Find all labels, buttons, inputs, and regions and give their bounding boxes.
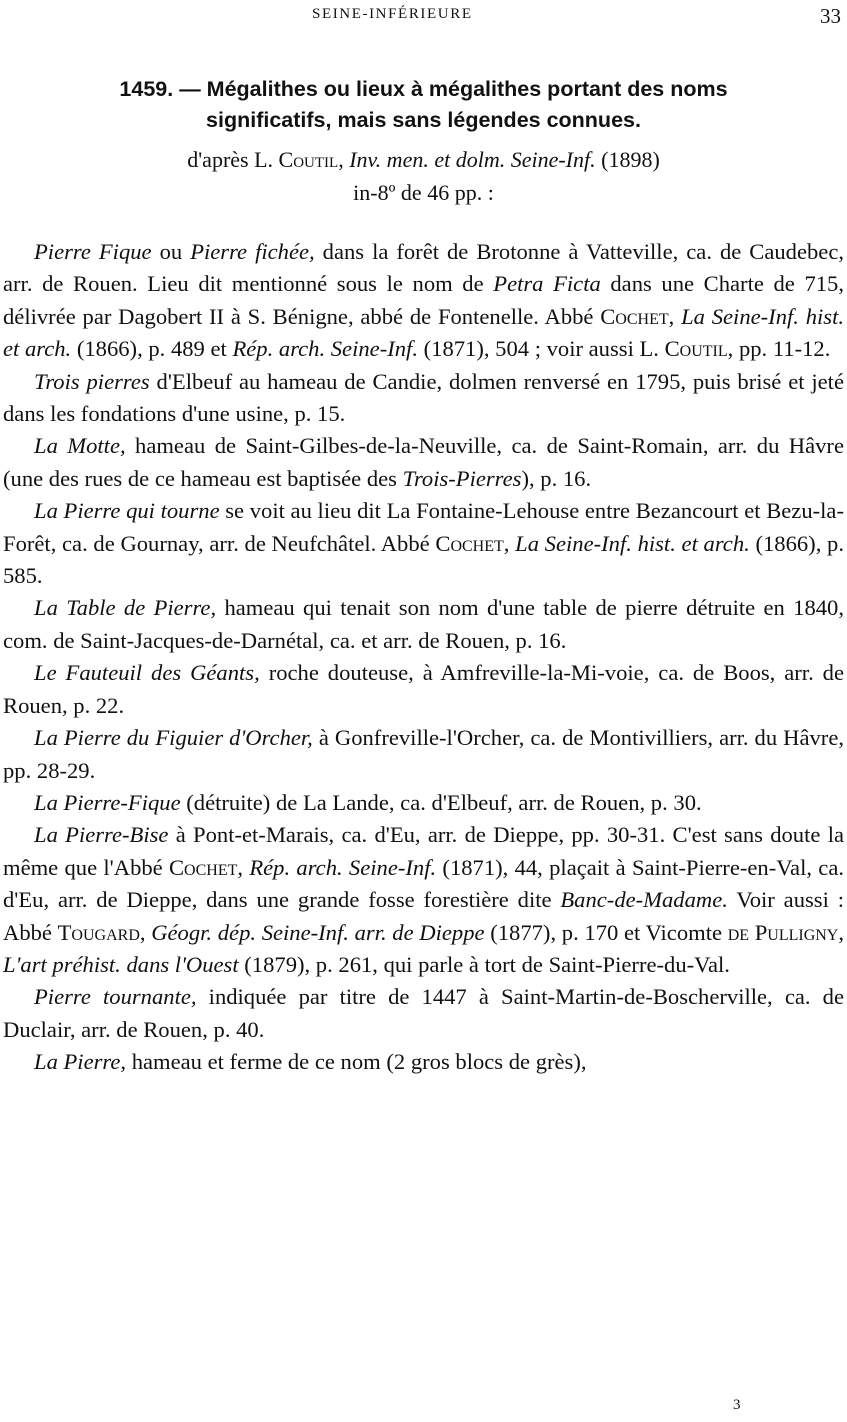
entry-term: Petra Ficta bbox=[493, 271, 601, 297]
section-heading bbox=[0, 74, 847, 136]
entries-body bbox=[3, 236, 844, 1079]
entry-pierre-bise bbox=[3, 819, 844, 981]
entry-work: L'art préhist. dans l'Ouest bbox=[3, 951, 239, 977]
entry-term: Banc-de-Madame. bbox=[560, 887, 728, 913]
entry-text: ), p. 16. bbox=[521, 465, 592, 491]
source-prefix: d'après L. bbox=[187, 147, 279, 172]
entry-pierre-fique-la-lande bbox=[3, 787, 844, 819]
entry-text: , pp. 11-12. bbox=[727, 336, 831, 362]
entry-work: La Seine-Inf. hist. et arch. bbox=[515, 530, 750, 556]
entry-author: Coutil bbox=[664, 336, 728, 362]
entry-text: hameau qui tenait son nom d'une table de pierre détruite en 1840, com. de Saint-Jacques-de-Darnétal, ca. et arr. de Rouen, p. 16. bbox=[3, 595, 844, 653]
entry-author: Cochet bbox=[435, 530, 504, 556]
entry-work: Géogr. dép. Seine-Inf. arr. de Dieppe bbox=[151, 919, 485, 945]
entry-term: La Pierre du Figuier d'Orcher, bbox=[34, 725, 313, 751]
page-number: 33 bbox=[820, 4, 841, 28]
source-sep: , bbox=[338, 147, 350, 172]
running-head bbox=[0, 4, 847, 28]
entry-text: , bbox=[237, 854, 250, 880]
entry-text: (1866), p. 585. bbox=[3, 530, 844, 589]
source-line-1 bbox=[0, 143, 847, 176]
entry-text: se voit au lieu dit La Fontaine-Lehouse entre Bezancourt et Bezu-la-Forêt, ca. de Gournay, arr. de Neufchâtel. Abbé bbox=[3, 498, 844, 556]
entry-text: dans la forêt de Brotonne à Vatteville, ca. de Caudebec, arr. de Rouen. Lieu dit mentionné sous le nom de bbox=[3, 239, 845, 297]
entry-term: Pierre tournante, bbox=[34, 984, 197, 1010]
entry-pierre-qui-tourne bbox=[3, 495, 844, 592]
source-year: (1898) bbox=[595, 147, 660, 172]
entry-work: Rép. arch. Seine-Inf. bbox=[232, 336, 418, 362]
entry-text: hameau et ferme de ce nom (2 gros blocs de grès), bbox=[126, 1049, 587, 1075]
entry-work: La Seine-Inf. hist. et arch. bbox=[3, 303, 845, 362]
source-citation bbox=[0, 143, 847, 209]
entry-text: , bbox=[668, 303, 682, 329]
entry-text: (détruite) de La Lande, ca. d'Elbeuf, arr. de Rouen, p. 30. bbox=[180, 789, 702, 815]
entry-text: , bbox=[838, 919, 845, 945]
entry-term: Pierre fichée, bbox=[190, 239, 315, 264]
entry-text: , bbox=[503, 530, 516, 556]
entry-author: Cochet bbox=[168, 854, 238, 880]
entry-text: (1871), 44, plaçait à Saint-Pierre-en-Val, ca. d'Eu, arr. de Dieppe, dans une grande fosse forestière dite bbox=[3, 854, 844, 913]
entry-term: Trois-Pierres bbox=[402, 465, 522, 491]
entry-text: (1879), p. 261, qui parle à tort de Saint-Pierre-du-Val. bbox=[238, 951, 730, 977]
section-heading-line-2: significatifs, mais sans légendes connues. bbox=[206, 108, 641, 132]
entry-trois-pierres bbox=[3, 366, 844, 431]
entry-text: indiquée par titre de 1447 à Saint-Martin-de-Boscherville, ca. de Duclair, arr. de Rouen, p. 40. bbox=[3, 984, 844, 1042]
entry-text: (1877), p. 170 et Vicomte bbox=[484, 919, 728, 945]
entry-term: La Table de Pierre, bbox=[34, 595, 217, 621]
entry-author: de Pulligny bbox=[727, 919, 839, 945]
entry-pierre-tournante bbox=[3, 981, 844, 1046]
signature-mark: 3 bbox=[733, 1397, 741, 1413]
entry-term: La Pierre-Bise bbox=[34, 822, 169, 848]
entry-term: La Pierre qui tourne bbox=[34, 498, 220, 524]
entry-text: hameau de Saint-Gilbes-de-la-Neuville, ca. de Saint-Romain, arr. du Hâvre (une des rues de ce hameau est baptisée des bbox=[3, 433, 844, 491]
entry-table-de-pierre bbox=[3, 592, 844, 657]
entry-text: à Gonfreville-l'Orcher, ca. de Montivilliers, arr. du Hâvre, pp. 28-29. bbox=[3, 725, 845, 783]
section-heading-line-1: 1459. — Mégalithes ou lieux à mégalithes portant des noms bbox=[119, 77, 728, 101]
entry-pierre-du-figuier bbox=[3, 722, 844, 787]
entry-pierre-fique bbox=[3, 236, 844, 366]
entry-term: Pierre Fique bbox=[34, 239, 152, 264]
entry-term: Le Fauteuil des Géants, bbox=[34, 660, 260, 686]
entry-work: Rép. arch. Seine-Inf. bbox=[249, 854, 437, 880]
entry-text: (1871), 504 ; voir aussi L. bbox=[417, 336, 665, 362]
entry-term: Trois pierres bbox=[34, 368, 150, 394]
entry-text: roche douteuse, à Amfreville-la-Mi-voie, ca. de Boos, arr. de Rouen, p. 22. bbox=[3, 660, 844, 718]
entry-term: La Motte, bbox=[34, 433, 126, 459]
entry-text: , bbox=[139, 919, 152, 945]
entry-text: ou bbox=[151, 239, 191, 264]
entry-la-pierre bbox=[3, 1046, 844, 1078]
source-line-2: in-8º de 46 pp. : bbox=[353, 180, 494, 205]
source-work: Inv. men. et dolm. Seine-Inf. bbox=[349, 147, 596, 172]
entry-fauteuil-des-geants bbox=[3, 657, 844, 722]
entry-term: La Pierre-Fique bbox=[34, 789, 181, 815]
running-head-title: SEINE-INFÉRIEURE bbox=[312, 6, 473, 22]
entry-text: à Pont-et-Marais, ca. d'Eu, arr. de Dieppe, pp. 30-31. C'est sans doute la même que l'Abbé bbox=[3, 822, 844, 880]
entry-text: d'Elbeuf au hameau de Candie, dolmen renversé en 1795, puis brisé et jeté dans les fondations d'une usine, p. 15. bbox=[3, 368, 844, 427]
source-author: Coutil bbox=[278, 147, 339, 172]
entry-la-motte bbox=[3, 430, 844, 495]
entry-author: Tougard bbox=[57, 919, 140, 945]
entry-text: dans une Charte de 715, délivrée par Dagobert II à S. Bénigne, abbé de Fontenelle. Abbé bbox=[3, 271, 844, 329]
entry-text: Voir aussi : Abbé bbox=[3, 887, 844, 945]
entry-author: Cochet bbox=[600, 303, 669, 329]
entry-text: (1866), p. 489 et bbox=[71, 336, 233, 362]
entry-term: La Pierre, bbox=[34, 1049, 127, 1075]
